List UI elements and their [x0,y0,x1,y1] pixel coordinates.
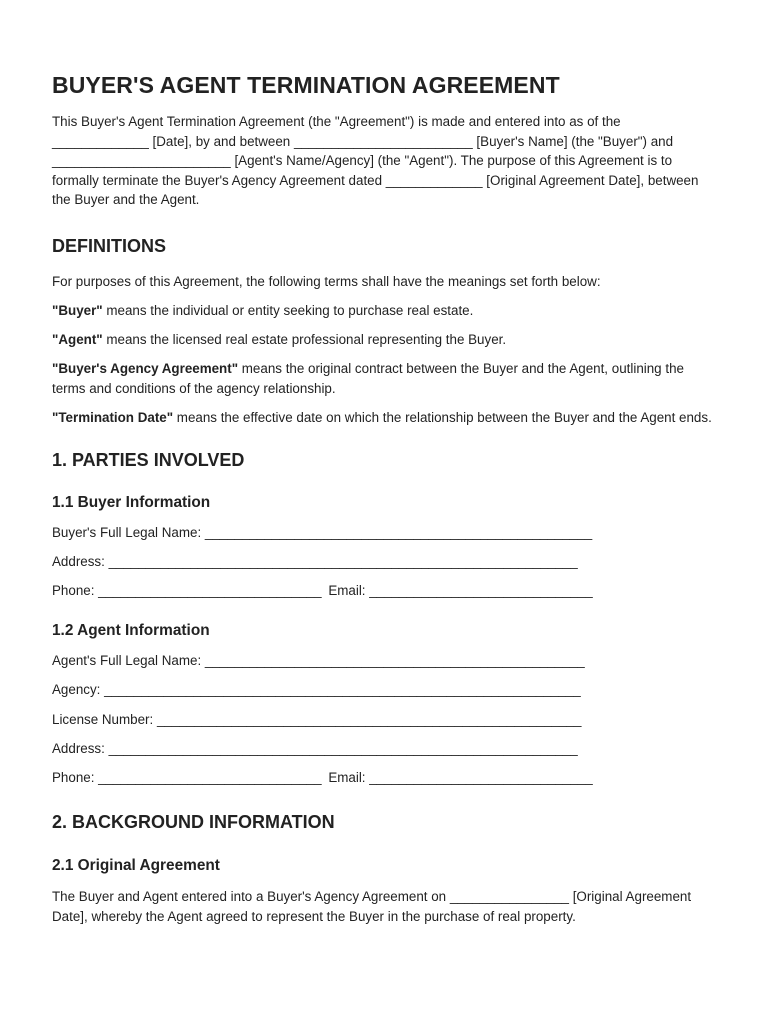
definition-text: means the individual or entity seeking to purchase real estate. [102,303,474,319]
parties-heading: 1. PARTIES INVOLVED [52,449,245,470]
definition-text: means the effective date on which the relationship between the Buyer and the Agent ends. [173,409,712,425]
definitions-intro: For purposes of this Agreement, the following terms shall have the meanings set forth below: [52,273,601,289]
definitions-heading: DEFINITIONS [52,235,167,256]
buyer-contact-line [52,581,720,601]
definition-term: "Termination Date" [52,409,174,425]
agent-agency-field[interactable]: Agency: ________________________________________________________________ [52,682,581,698]
agent-full-name-field[interactable]: Agent's Full Legal Name: ___________________________________________________ [52,653,585,669]
definition-agency-agreement [52,359,720,398]
definition-agent [52,330,720,350]
buyer-info-heading: 1.1 Buyer Information [52,493,211,511]
definition-text: means the original contract between the Buyer and the Agent, outlining the terms and conditions of the agency relationship. [52,361,684,396]
buyer-full-name-field[interactable]: Buyer's Full Legal Name: ____________________________________________________ [52,525,593,541]
background-heading: 2. BACKGROUND INFORMATION [52,812,335,833]
buyer-phone-field[interactable]: Phone: ______________________________ [52,583,322,599]
definition-term: "Buyer" [52,303,103,319]
document-title: BUYER'S AGENT TERMINATION AGREEMENT [52,72,560,98]
agent-contact-line [52,768,720,788]
definition-term: "Buyer's Agency Agreement" [52,361,239,377]
agent-address-field[interactable]: Address: _______________________________________________________________ [52,740,578,756]
buyer-address-field[interactable]: Address: _______________________________________________________________ [52,554,578,570]
definition-buyer [52,301,720,321]
definition-termination-date [52,408,720,428]
original-agreement-paragraph: The Buyer and Agent entered into a Buyer's Agency Agreement on ________________ [Original Agreement Date], whereby the Agent agreed to represent the Buyer in the purchase of real property. [52,889,692,924]
original-agreement-heading: 2.1 Original Agreement [52,857,220,875]
document-body [52,70,720,926]
intro-paragraph: This Buyer's Agent Termination Agreement (the "Agreement") is made and entered into as of the _____________ [Date], by and between ________________________ [Buyer's Name] (the "Buyer") and ________________________ [Agent's Name/Agency] (the "Agent"). The purpose of this Agreement is to formally terminate the Buyer's Agency Agreement dated _____________ [Original Agreement Date], between the Buyer and the Agent. [52,114,699,208]
agent-info-heading: 1.2 Agent Information [52,621,210,639]
agent-email-field[interactable]: Email: ______________________________ [328,769,593,785]
buyer-email-field[interactable]: Email: ______________________________ [328,583,593,599]
definition-text: means the licensed real estate professional representing the Buyer. [102,332,507,348]
agent-license-field[interactable]: License Number: _________________________________________________________ [52,711,582,727]
definition-term: "Agent" [52,332,103,348]
agent-phone-field[interactable]: Phone: ______________________________ [52,769,322,785]
